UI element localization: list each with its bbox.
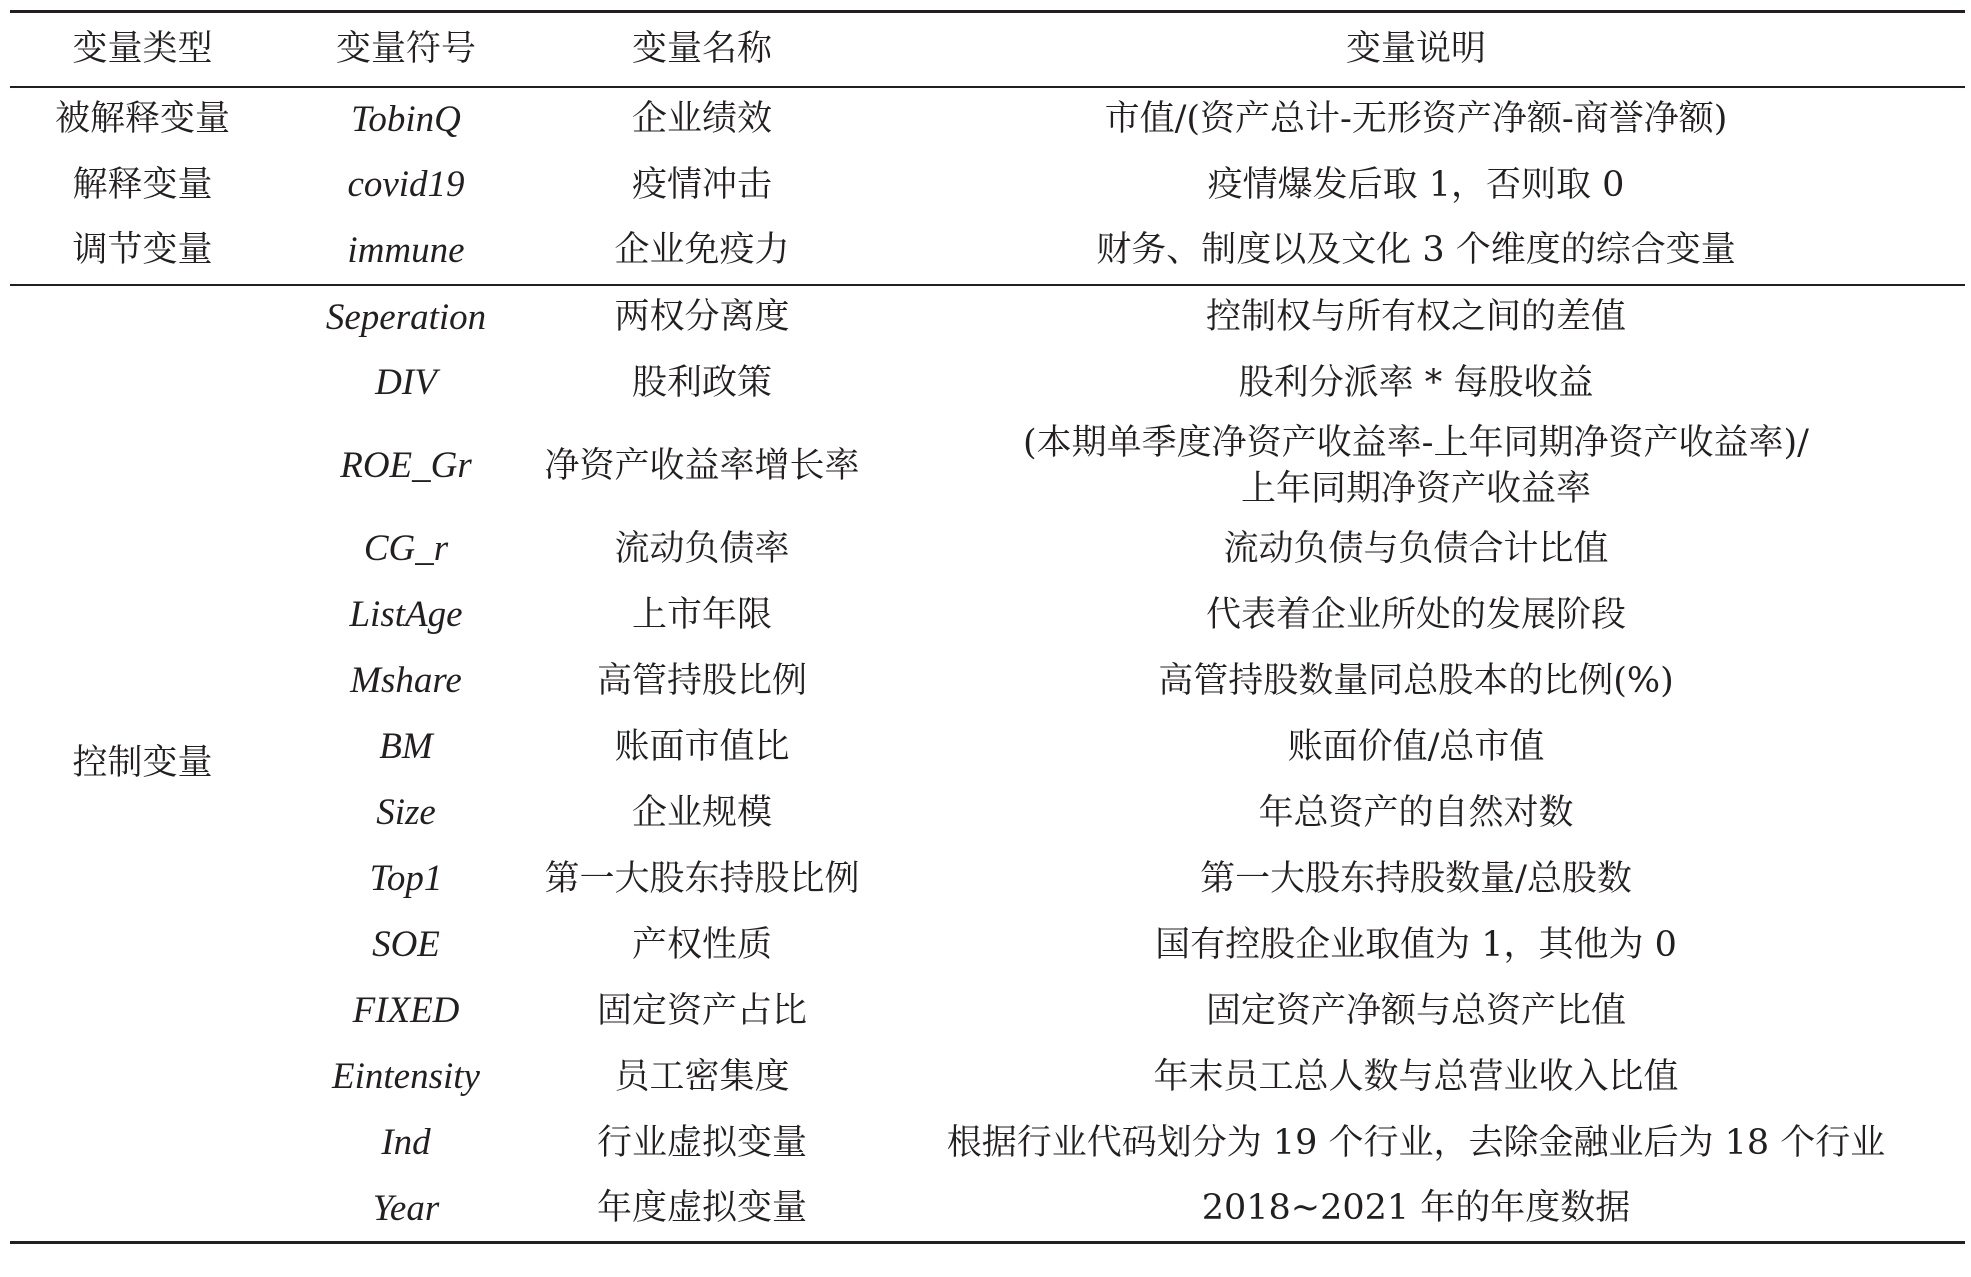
variable-symbol-cell: Ind [381, 1122, 431, 1164]
variable-definition-table-container [10, 10, 1965, 1244]
description-cell [867, 517, 1965, 583]
variable-symbol-cell: covid19 [347, 164, 465, 206]
table-row [10, 913, 1965, 979]
variable-symbol-cell: ROE_Gr [340, 445, 472, 487]
variable-name-cell: 年度虚拟变量 [537, 1177, 867, 1243]
description-cell [867, 153, 1965, 219]
table-row [10, 351, 1965, 417]
description-line: 年总资产的自然对数 [1258, 792, 1574, 833]
description-line: 高管持股数量同总股本的比例(%) [1158, 660, 1674, 701]
variable-symbol-cell: FIXED [352, 990, 460, 1032]
variable-type-cell: 解释变量 [72, 164, 213, 205]
table-row [10, 517, 1965, 583]
variable-name-cell: 上市年限 [631, 594, 772, 635]
table-row [10, 715, 1965, 781]
description-cell [867, 913, 1965, 979]
variable-definition-table [10, 10, 1965, 1244]
variable-symbol-cell: Seperation [325, 296, 487, 338]
variable-name-cell: 员工密集度 [614, 1056, 790, 1097]
table-row [10, 1111, 1965, 1177]
table-row [10, 87, 1965, 153]
variable-type-cell: 被解释变量 [54, 99, 230, 140]
description-cell [867, 781, 1965, 847]
description-line: 年末员工总人数与总营业收入比值 [1153, 1056, 1679, 1097]
variable-name-cell: 高管持股比例 [596, 660, 807, 701]
description-cell [867, 87, 1965, 153]
variable-name-cell: 企业绩效 [631, 99, 772, 140]
header-row [10, 12, 1965, 87]
table-row [10, 153, 1965, 219]
description-line: 市值/(资产总计-无形资产净额-商誉净额) [1104, 99, 1728, 140]
variable-name-cell: 疫情冲击 [631, 164, 772, 205]
description-cell [867, 1111, 1965, 1177]
table-row [10, 219, 1965, 285]
description-cell [867, 219, 1965, 285]
table-row [10, 979, 1965, 1045]
description-line: 财务、制度以及文化 3 个维度的综合变量 [1096, 230, 1736, 271]
table-row [10, 1177, 1965, 1243]
variable-type-cell: 调节变量 [10, 219, 275, 285]
description-line: 代表着企业所处的发展阶段 [1205, 594, 1626, 635]
variable-name-cell: 净资产收益率增长率 [544, 445, 860, 486]
variable-symbol-cell: Size [376, 792, 436, 834]
table-row [10, 1045, 1965, 1111]
description-line: 第一大股东持股数量/总股数 [1200, 858, 1632, 899]
variable-name-cell: 流动负债率 [614, 528, 790, 569]
description-cell [867, 417, 1965, 517]
header-variable-type: 变量类型 [10, 12, 275, 87]
variable-name-cell: 第一大股东持股比例 [544, 858, 860, 899]
description-line: 疫情爆发后取 1，否则取 0 [1207, 164, 1625, 205]
variable-name-cell: 行业虚拟变量 [596, 1122, 807, 1163]
variable-symbol-cell: Year [275, 1177, 537, 1243]
description-cell [867, 351, 1965, 417]
description-line: 上年同期净资产收益率 [1240, 468, 1591, 509]
description-line: 根据行业代码划分为 19 个行业，去除金融业后为 18 个行业 [946, 1122, 1886, 1163]
variable-symbol-cell: immune [275, 219, 537, 285]
description-cell [867, 1045, 1965, 1111]
table-row [10, 285, 1965, 351]
description-cell [867, 285, 1965, 351]
variable-name-cell: 账面市值比 [614, 726, 790, 767]
variable-name-cell: 企业规模 [631, 792, 772, 833]
variable-name-cell: 股利政策 [631, 362, 772, 403]
table-header [10, 12, 1965, 87]
table-row [10, 781, 1965, 847]
table-row [10, 417, 1965, 517]
variable-symbol-cell: CG_r [363, 528, 449, 570]
table-row [10, 847, 1965, 913]
variable-name-cell: 两权分离度 [614, 297, 790, 338]
description-cell [867, 715, 1965, 781]
description-line: 流动负债与负债合计比值 [1223, 528, 1609, 569]
description-line: 控制权与所有权之间的差值 [1205, 297, 1626, 338]
description-line: 账面价值/总市值 [1287, 726, 1545, 767]
table-row [10, 583, 1965, 649]
header-variable-symbol: 变量符号 [275, 12, 537, 87]
table-row [10, 649, 1965, 715]
variable-name-cell: 固定资产占比 [596, 990, 807, 1031]
variable-symbol-cell: Eintensity [332, 1056, 480, 1098]
description-cell [867, 649, 1965, 715]
variable-symbol-cell: ListAge [349, 594, 463, 636]
variable-name-cell: 企业免疫力 [537, 219, 867, 285]
variable-symbol-cell: Mshare [350, 660, 462, 702]
description-line: 2018~2021 年的年度数据 [1201, 1188, 1631, 1228]
description-line: 股利分派率 * 每股收益 [1238, 362, 1594, 403]
variable-symbol-cell: Top1 [369, 858, 443, 900]
variable-symbol-cell: DIV [375, 362, 437, 404]
description-cell [867, 583, 1965, 649]
header-variable-description: 变量说明 [867, 12, 1965, 87]
variable-type-cell: 控制变量 [10, 285, 275, 1243]
variable-symbol-cell: SOE [372, 924, 440, 966]
description-cell [867, 1177, 1965, 1243]
description-cell [867, 847, 1965, 913]
description-line: 国有控股企业取值为 1，其他为 0 [1155, 924, 1677, 965]
header-variable-name: 变量名称 [537, 12, 867, 87]
variable-symbol-cell: TobinQ [351, 98, 461, 140]
description-line: (本期单季度净资产收益率-上年同期净资产收益率)/ [1023, 423, 1809, 463]
description-cell [867, 979, 1965, 1045]
table-body [10, 87, 1965, 1243]
variable-symbol-cell: BM [379, 726, 433, 768]
description-line: 固定资产净额与总资产比值 [1205, 990, 1626, 1031]
variable-name-cell: 产权性质 [631, 924, 772, 965]
